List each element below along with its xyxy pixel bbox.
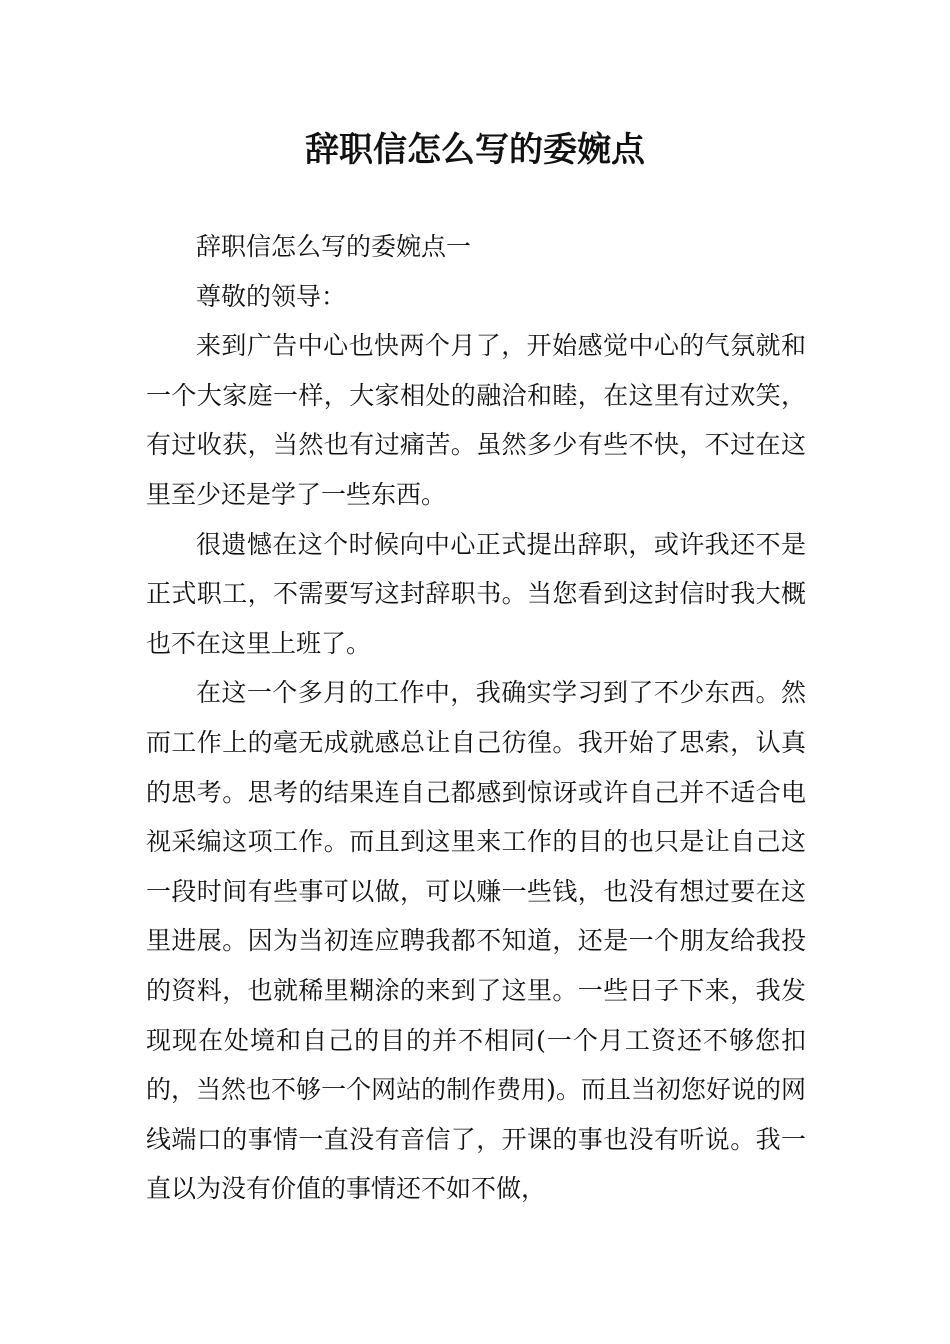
paragraph: 来到广告中心也快两个月了，开始感觉中心的气氛就和一个大家庭一样，大家相处的融洽和睦，在这里有过欢笑，有过收获，当然也有过痛苦。虽然多少有些不快，不过在这里至少还是学了一些东西。 bbox=[146, 331, 806, 509]
paragraph: 在这一个多月的工作中，我确实学习到了不少东西。然而工作上的毫无成就感总让自己彷徨。我开始了思索，认真的思考。思考的结果连自己都感到惊讶或许自己并不适合电视采编这项工作。而且到这里来工作的目的也只是让自己这一段时间有些事可以做，可以赚一些钱，也没有想过要在这里进展。因为当初连应聘我都不知道，还是一个朋友给我投的资料，也就稀里糊涂的来到了这里。一些日子下来，我发现现在处境和自己的目的并不相同(一个月工资还不够您扣的，当然也不够一个网站的制作费用)。而且当初您好说的网线端口的事情一直没有音信了，开课的事也没有听说。我一直以为没有价值的事情还不如不做， bbox=[146, 678, 806, 1204]
document-body bbox=[146, 222, 806, 1214]
section-heading: 辞职信怎么写的委婉点一 bbox=[196, 232, 472, 261]
paragraph: 很遗憾在这个时候向中心正式提出辞职，或许我还不是正式职工，不需要写这封辞职书。当您看到这封信时我大概也不在这里上班了。 bbox=[146, 529, 806, 658]
salutation: 尊敬的领导： bbox=[196, 281, 347, 311]
document-title: 辞职信怎么写的委婉点 bbox=[305, 130, 645, 170]
